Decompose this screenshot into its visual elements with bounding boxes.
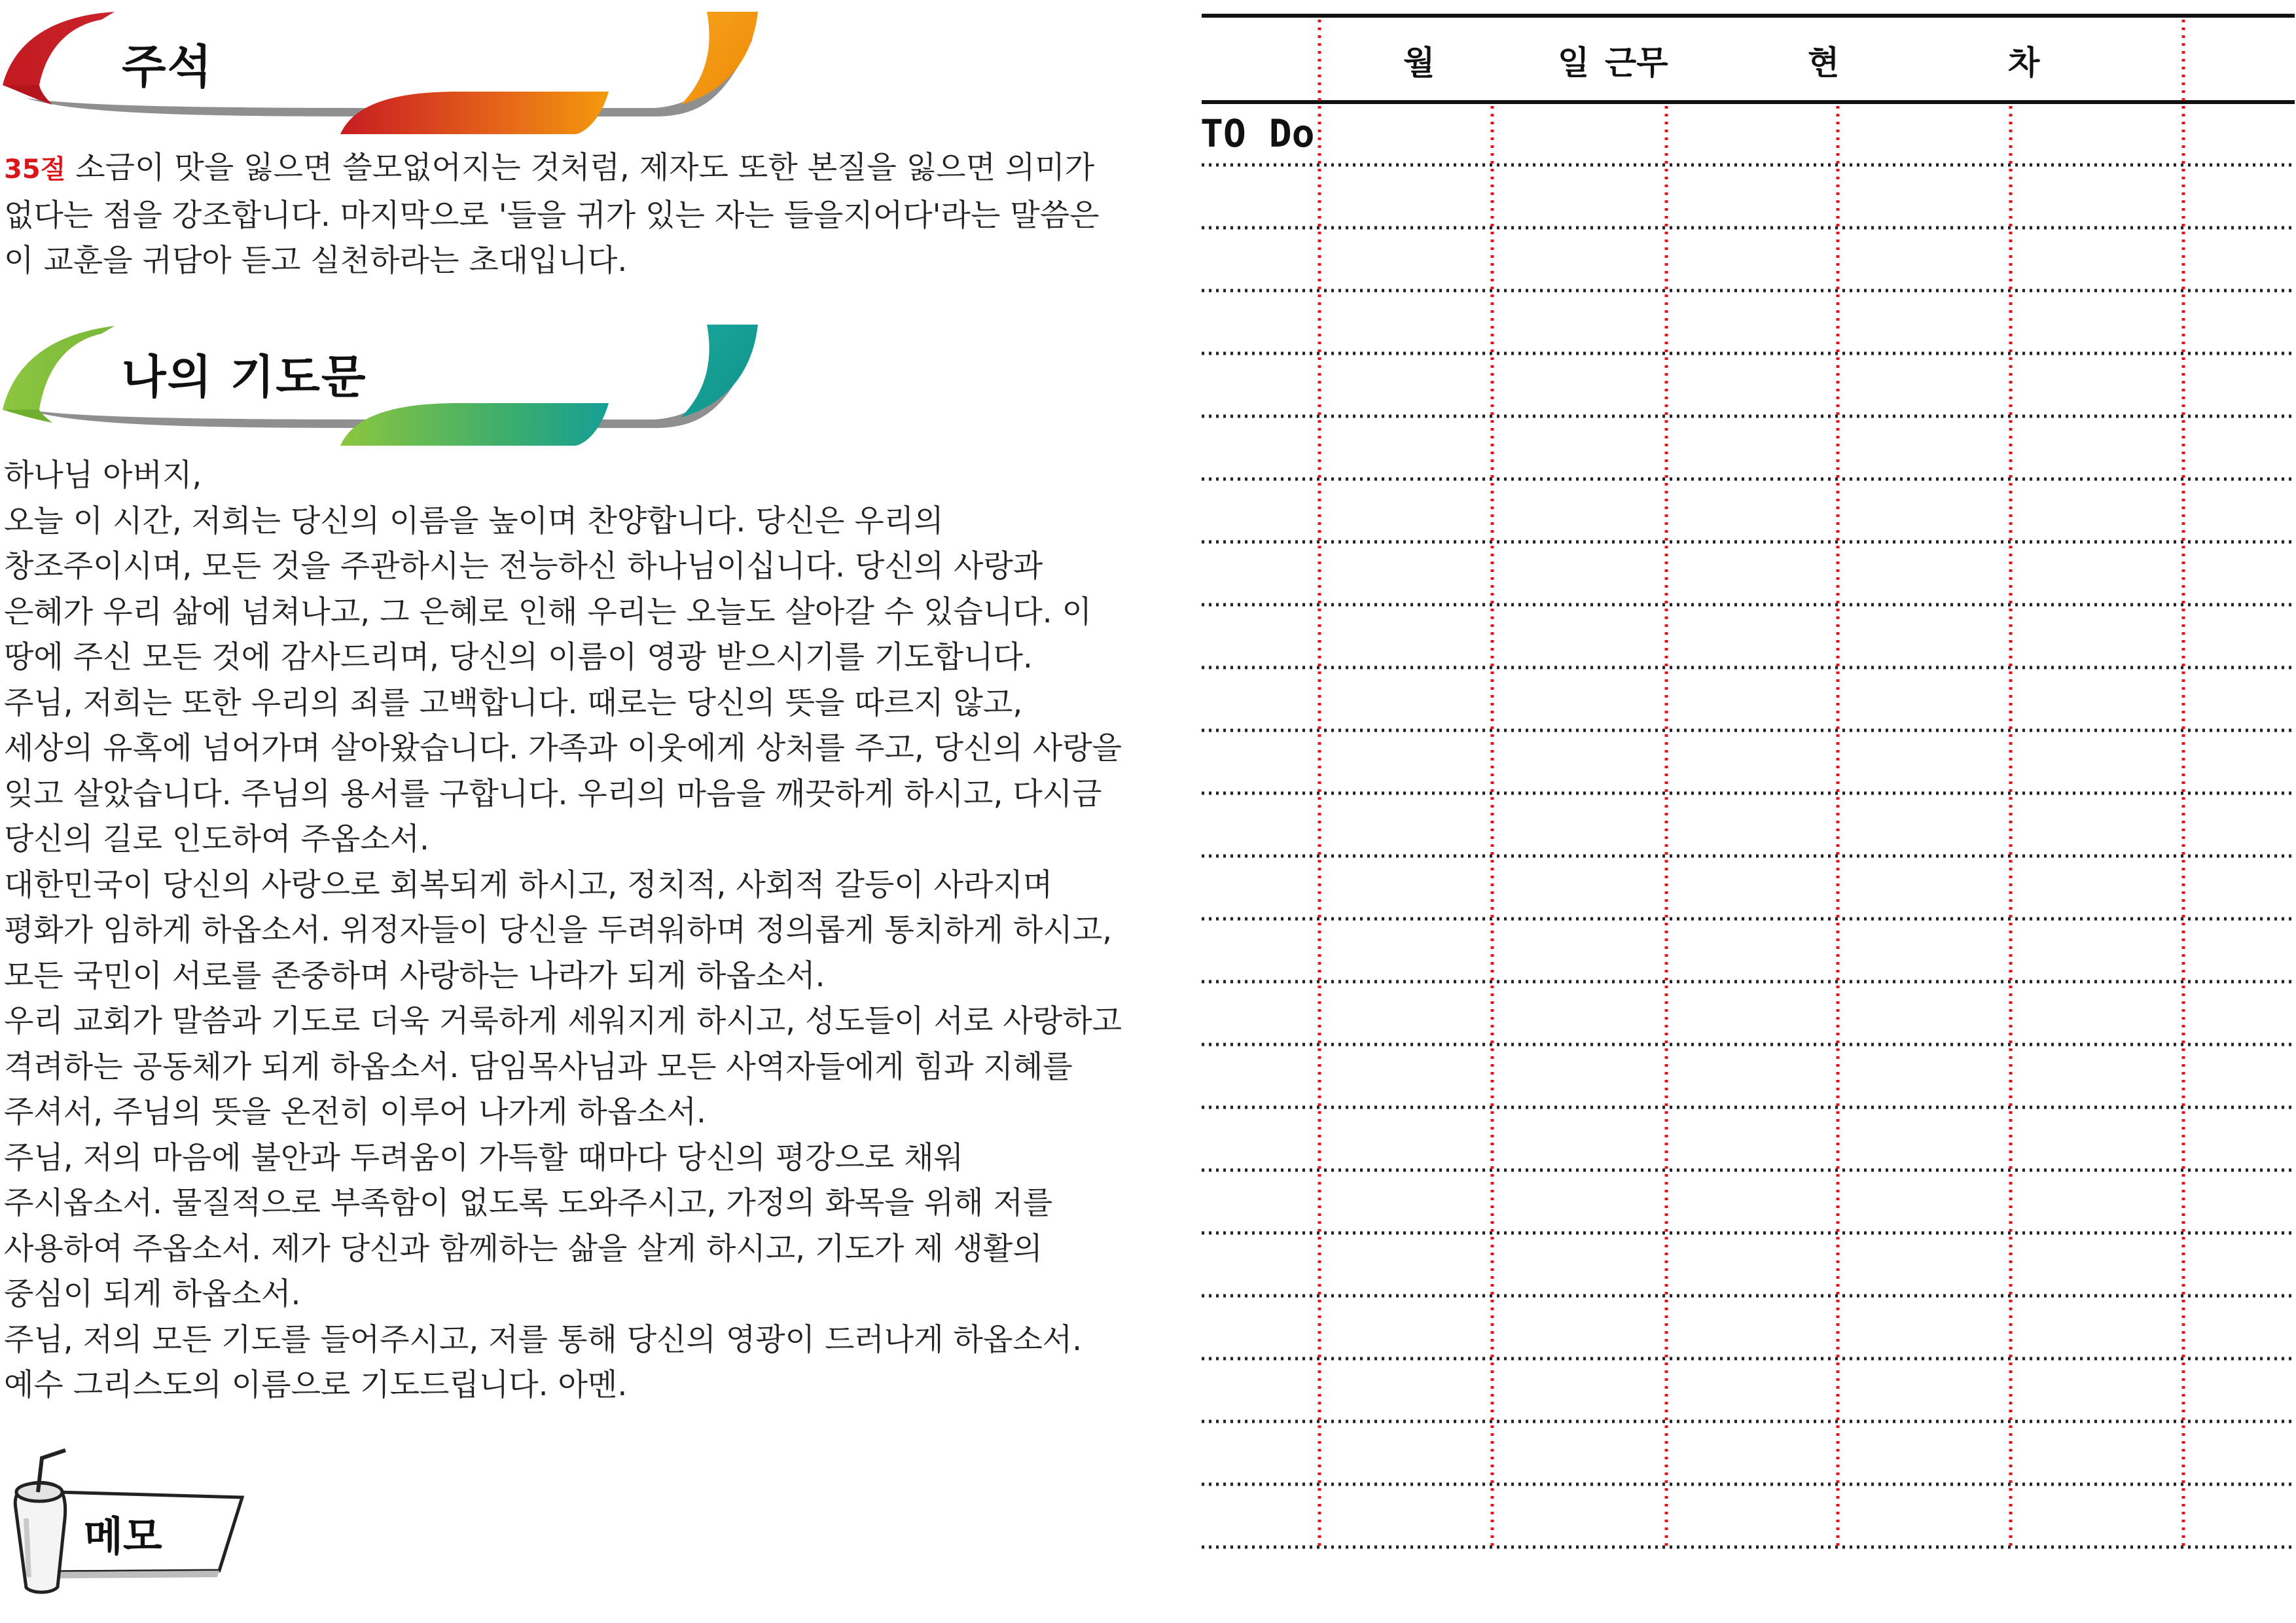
prayer-line: 오늘 이 시간, 저희는 당신의 이름을 높이며 찬양합니다. 당신은 우리의 — [4, 503, 944, 539]
prayer-line: 주님, 저희는 또한 우리의 죄를 고백합니다. 때로는 당신의 뜻을 따르지 않고, — [4, 685, 1023, 721]
planner-status-label: 현 — [1808, 44, 1840, 82]
prayer-line: 창조주이시며, 모든 것을 주관하시는 전능하신 하나님이십니다. 당신의 사랑과 — [4, 548, 1043, 584]
prayer-line: 우리 교회가 말씀과 기도로 더욱 거룩하게 세워지게 하시고, 성도들이 서로 사랑하고 — [4, 1003, 1122, 1039]
prayer-line: 잊고 살았습니다. 주님의 용서를 구합니다. 우리의 마음을 깨끗하게 하시고, 다시금 — [4, 776, 1102, 812]
prayer-line: 세상의 유혹에 넘어가며 살아왔습니다. 가족과 이웃에게 상처를 주고, 당신의 사랑을 — [4, 730, 1122, 766]
commentary-line: 없다는 점을 강조합니다. 마지막으로 '들을 귀가 있는 자는 들을지어다'라는 말씀은 — [4, 197, 1100, 234]
prayer-line: 모든 국민이 서로를 존중하며 사랑하는 나라가 되게 하옵소서. — [4, 957, 825, 994]
commentary-line: 35절 소금이 맛을 잃으면 쓸모없어지는 것처럼, 제자도 또한 본질을 잃으면 의미가 — [4, 150, 1095, 186]
prayer-title: 나의 기도문 — [122, 350, 367, 404]
verse-number: 35절 — [4, 154, 66, 185]
prayer-line: 은혜가 우리 삶에 넘쳐나고, 그 은혜로 인해 우리는 오늘도 살아갈 수 있습니다. 이 — [4, 594, 1092, 630]
todo-label: TO Do — [1200, 111, 1315, 156]
prayer-line: 대한민국이 당신의 사랑으로 회복되게 하시고, 정치적, 사회적 갈등이 사라지며 — [4, 866, 1053, 903]
prayer-line: 격려하는 공동체가 되게 하옵소서. 담임목사님과 모든 사역자들에게 힘과 지혜를 — [4, 1048, 1073, 1085]
planner-round-label: 차 — [2008, 44, 2040, 82]
commentary-line: 이 교훈을 귀담아 듣고 실천하라는 초대입니다. — [4, 243, 628, 279]
planner-month-label: 월 — [1403, 44, 1435, 82]
planner-day-label: 일 — [1558, 44, 1590, 82]
prayer-line: 평화가 임하게 하옵소서. 위정자들이 당신을 두려워하며 정의롭게 통치하게 하시고, — [4, 912, 1113, 948]
planner-duty-label: 근무 — [1605, 44, 1668, 82]
prayer-line: 중심이 되게 하옵소서. — [4, 1276, 301, 1312]
prayer-line: 하나님 아버지, — [4, 457, 202, 493]
memo-title: 메모 — [84, 1512, 162, 1560]
prayer-line: 예수 그리스도의 이름으로 기도드립니다. 아멘. — [4, 1367, 628, 1403]
prayer-line: 주셔서, 주님의 뜻을 온전히 이루어 나가게 하옵소서. — [4, 1094, 706, 1130]
prayer-line: 주시옵소서. 물질적으로 부족함이 없도록 도와주시고, 가정의 화목을 위해 저를 — [4, 1185, 1053, 1221]
prayer-line: 당신의 길로 인도하여 주옵소서. — [4, 821, 429, 857]
prayer-line: 사용하여 주옵소서. 제가 당신과 함께하는 삶을 살게 하시고, 기도가 제 생활의 — [4, 1230, 1043, 1267]
prayer-line: 땅에 주신 모든 것에 감사드리며, 당신의 이름이 영광 받으시기를 기도합니다. — [4, 639, 1033, 675]
prayer-line: 주님, 저의 모든 기도를 들어주시고, 저를 통해 당신의 영광이 드러나게 하옵소서. — [4, 1321, 1083, 1358]
prayer-line: 주님, 저의 마음에 불안과 두려움이 가득할 때마다 당신의 평강으로 채워 — [4, 1139, 964, 1176]
commentary-title: 주석 — [122, 40, 213, 94]
